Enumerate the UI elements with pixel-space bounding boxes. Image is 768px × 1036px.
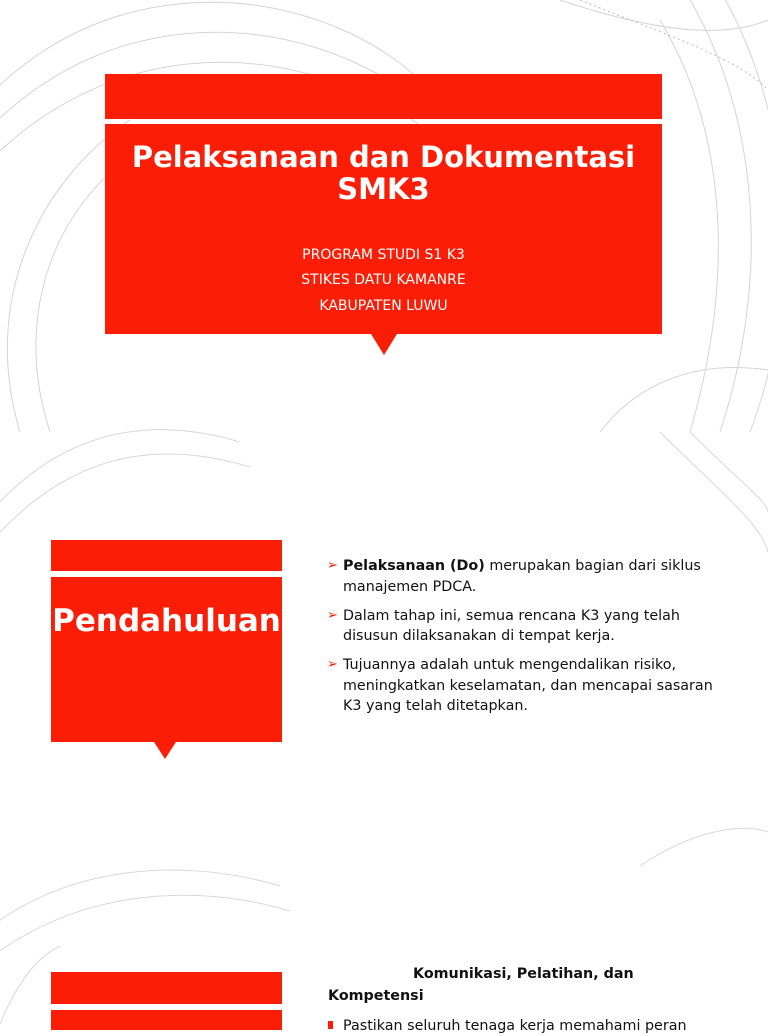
section-box <box>51 577 282 742</box>
section-box-pointer <box>154 742 176 759</box>
section-top-band <box>51 972 282 1004</box>
arrow-bullet-icon: ➢ <box>327 657 338 672</box>
section-top-band <box>51 540 282 571</box>
title-box-pointer <box>371 334 397 355</box>
section-box <box>51 1010 282 1030</box>
square-bullet-icon <box>328 1021 333 1029</box>
list-item: ➢ Tujuannya adalah untuk mengendalikan risiko, meningkatkan keselamatan, dan mencapai sasaran K3 yang telah ditetapkan. <box>327 657 713 714</box>
list-item: Pastikan seluruh tenaga kerja memahami peran <box>328 1016 748 1036</box>
title-slide <box>0 0 768 432</box>
subtitle-institution: STIKES DATU KAMANRE <box>301 272 466 288</box>
arrow-bullet-icon: ➢ <box>327 558 338 573</box>
intro-bullet-list <box>326 556 726 725</box>
subtitle-region: KABUPATEN LUWU <box>319 298 448 314</box>
section-title: Pendahuluan <box>52 603 281 639</box>
list-item: ➢ Dalam tahap ini, semua rencana K3 yang telah disusun dilaksanakan di tempat kerja. <box>327 607 680 644</box>
intro-slide <box>0 432 768 866</box>
list-item: ➢ Pelaksanaan (Do) merupakan bagian dari siklus manajemen PDCA. <box>327 558 701 595</box>
title-top-band <box>105 74 662 119</box>
arrow-bullet-icon: ➢ <box>327 607 338 623</box>
section-heading: Komunikasi, Pelatihan, dan Kompetensi <box>328 966 634 1004</box>
slide-title: Pelaksanaan dan Dokumentasi SMK3 <box>131 140 636 206</box>
subtitle-program: PROGRAM STUDI S1 K3 <box>302 247 465 263</box>
communication-slide <box>0 866 768 1034</box>
